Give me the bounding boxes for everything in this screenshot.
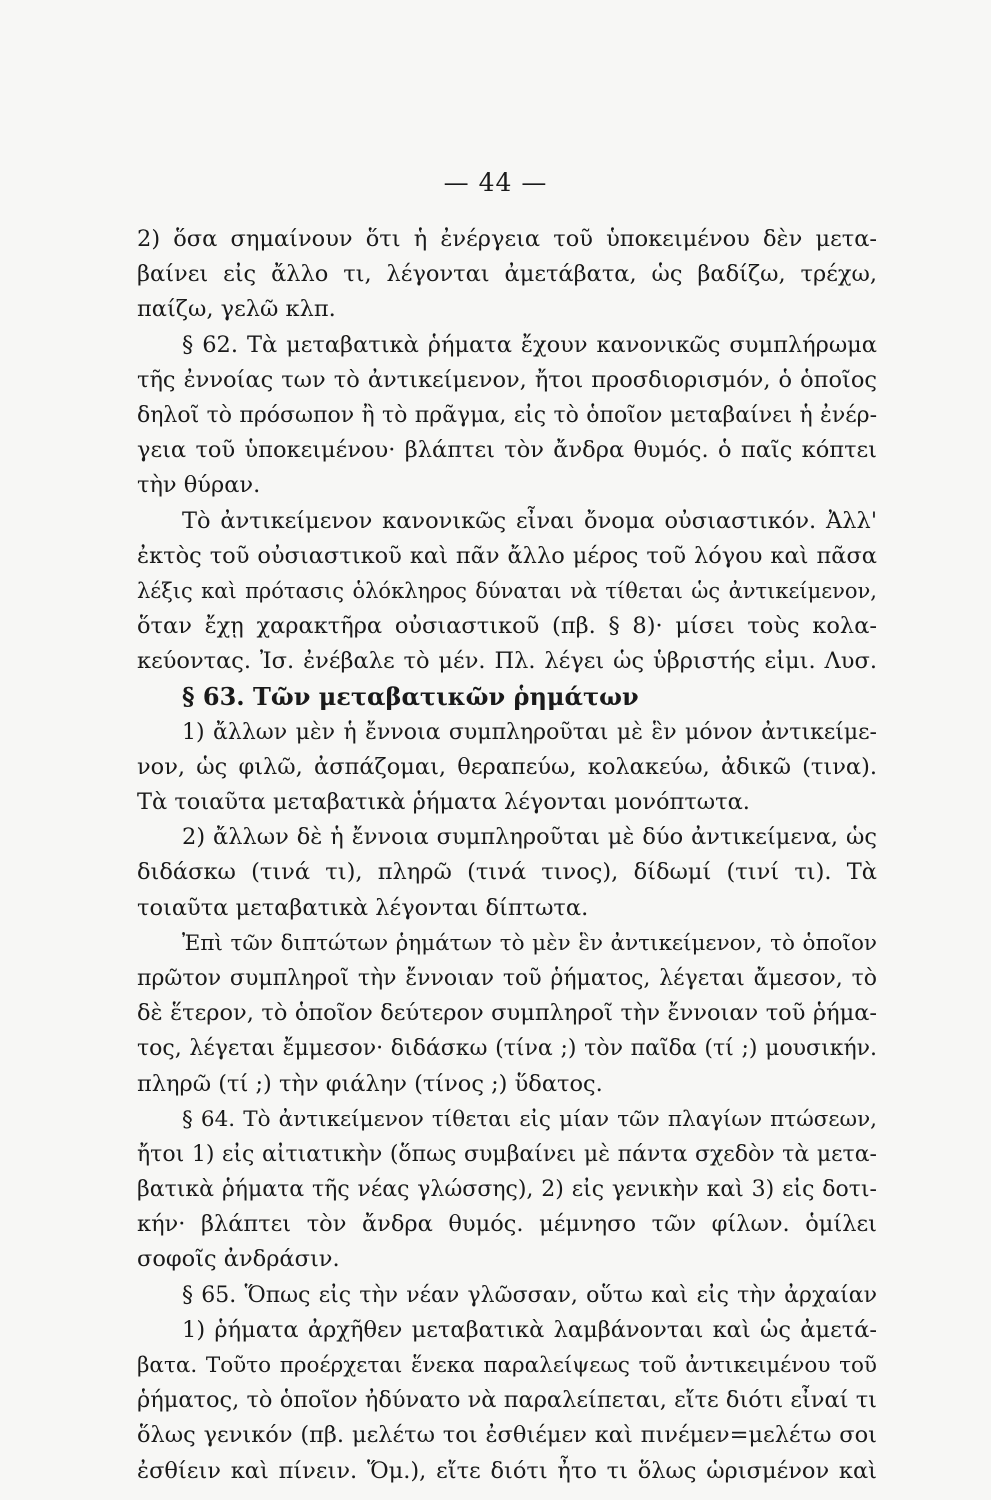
text-line: Ἐπὶ τῶν διπτώτων ῥημάτων τὸ μὲν ἓν ἀντικείμενον, τὸ ὁποῖον bbox=[182, 930, 877, 956]
text-line: δὲ ἕτερον, τὸ ὁποῖον δεύτερον συμπληροῖ τὴν ἔννοιαν τοῦ ῥήμα- bbox=[137, 1000, 877, 1027]
text-line: ῥήματος, τὸ ὁποῖον ἠδύνατο νὰ παραλείπεται, εἴτε διότι εἶναί τι bbox=[137, 1387, 877, 1414]
section-heading: § 63. Τῶν μεταβατικῶν ῥημάτων bbox=[182, 682, 639, 712]
page-text bbox=[137, 222, 877, 1489]
text-line: 1) ῥήματα ἀρχῆθεν μεταβατικὰ λαμβάνονται καὶ ὡς ἀμετά- bbox=[182, 1316, 877, 1343]
text-line: τος, λέγεται ἔμμεσον· διδάσκω (τίνα ;) τὸν παῖδα (τί ;) μουσικήν. bbox=[137, 1036, 877, 1062]
text-line: τῆς ἐννοίας των τὸ ἀντικείμενον, ἤτοι προσδιορισμόν, ὁ ὁποῖος bbox=[137, 366, 877, 393]
text-line: ἐκτὸς τοῦ οὐσιαστικοῦ καὶ πᾶν ἄλλο μέρος τοῦ λόγου καὶ πᾶσα bbox=[137, 542, 877, 569]
text-line: δηλοῖ τὸ πρόσωπον ἢ τὸ πρᾶγμα, εἰς τὸ ὁποῖον μεταβαίνει ἡ ἐνέρ- bbox=[137, 402, 877, 428]
text-line: παίζω, γελῶ κλπ. bbox=[137, 296, 336, 323]
text-line: νον, ὡς φιλῶ, ἀσπάζομαι, θεραπεύω, κολακεύω, ἀδικῶ (τινα). bbox=[137, 753, 877, 780]
text-line: σοφοῖς ἀνδράσιν. bbox=[137, 1246, 340, 1273]
text-line: Τὸ ἀντικείμενον κανονικῶς εἶναι ὄνομα οὐσιαστικόν. Ἀλλ' bbox=[182, 507, 877, 534]
text-line: § 62. Τὰ μεταβατικὰ ῥήματα ἔχουν κανονικῶς συμπλήρωμα bbox=[182, 331, 877, 358]
text-line: § 65. Ὅπως εἰς τὴν νέαν γλῶσσαν, οὕτω καὶ εἰς τὴν ἀρχαίαν bbox=[182, 1282, 877, 1308]
text-line: 2) ἄλλων δὲ ἡ ἔννοια συμπληροῦται μὲ δύο ἀντικείμενα, ὡς bbox=[182, 824, 877, 851]
text-line: τοιαῦτα μεταβατικὰ λέγονται δίπτωτα. bbox=[137, 894, 589, 921]
text-line: ὅταν ἔχῃ χαρακτῆρα οὐσιαστικοῦ (πβ. § 8)· μίσει τοὺς κολα- bbox=[137, 613, 877, 640]
text-line: § 64. Τὸ ἀντικείμενον τίθεται εἰς μίαν τῶν πλαγίων πτώσεων, bbox=[182, 1106, 877, 1132]
text-line: 2) ὅσα σημαίνουν ὅτι ἡ ἐνέργεια τοῦ ὑποκειμένου δὲν μετα- bbox=[137, 226, 877, 252]
text-line: πληρῶ (τί ;) τὴν φιάλην (τίνος ;) ὕδατος. bbox=[137, 1070, 603, 1097]
text-line: τὴν θύραν. bbox=[137, 472, 261, 499]
text-line: κεύοντας. Ἰσ. ἐνέβαλε τὸ μέν. Πλ. λέγει ὡς ὑβριστής εἰμι. Λυσ. bbox=[137, 648, 877, 675]
text-line: ἐσθίειν καὶ πίνειν. Ὅμ.), εἴτε διότι ἦτο τι ὅλως ὡρισμένον καὶ bbox=[137, 1457, 877, 1484]
text-line: 1) ἄλλων μὲν ἡ ἔννοια συμπληροῦται μὲ ἓν μόνον ἀντικείμε- bbox=[182, 719, 877, 745]
text-line: γεια τοῦ ὑποκειμένου· βλάπτει τὸν ἄνδρα θυμός. ὁ παῖς κόπτει bbox=[137, 437, 877, 464]
page-number: — 44 — bbox=[443, 168, 548, 197]
text-line: διδάσκω (τινά τι), πληρῶ (τινά τινος), δίδωμί (τινί τι). Τὰ bbox=[137, 859, 877, 886]
text-line: βατικὰ ῥήματα τῆς νέας γλώσσης), 2) εἰς γενικὴν καὶ 3) εἰς δοτι- bbox=[137, 1177, 877, 1203]
text-line: πρῶτον συμπληροῖ τὴν ἔννοιαν τοῦ ῥήματος, λέγεται ἄμεσον, τὸ bbox=[137, 965, 877, 991]
text-line: λέξις καὶ πρότασις ὁλόκληρος δύναται νὰ τίθεται ὡς ἀντικείμενον, bbox=[137, 578, 877, 603]
text-line: βατα. Τοῦτο προέρχεται ἕνεκα παραλείψεως τοῦ ἀντικειμένου τοῦ bbox=[137, 1353, 877, 1378]
text-line: κήν· βλάπτει τὸν ἄνδρα θυμός. μέμνησο τῶν φίλων. ὁμίλει bbox=[137, 1211, 877, 1238]
text-line: βαίνει εἰς ἄλλο τι, λέγονται ἀμετάβατα, ὡς βαδίζω, τρέχω, bbox=[137, 261, 877, 288]
text-line: ἤτοι 1) εἰς αἰτιατικὴν (ὅπως συμβαίνει μὲ πάντα σχεδὸν τὰ μετα- bbox=[137, 1141, 877, 1167]
text-line: Τὰ τοιαῦτα μεταβατικὰ ῥήματα λέγονται μονόπτωτα. bbox=[137, 789, 750, 815]
text-line: ὅλως γενικόν (πβ. μελέτω τοι ἐσθιέμεν καὶ πινέμεν=μελέτω σοι bbox=[137, 1422, 877, 1449]
